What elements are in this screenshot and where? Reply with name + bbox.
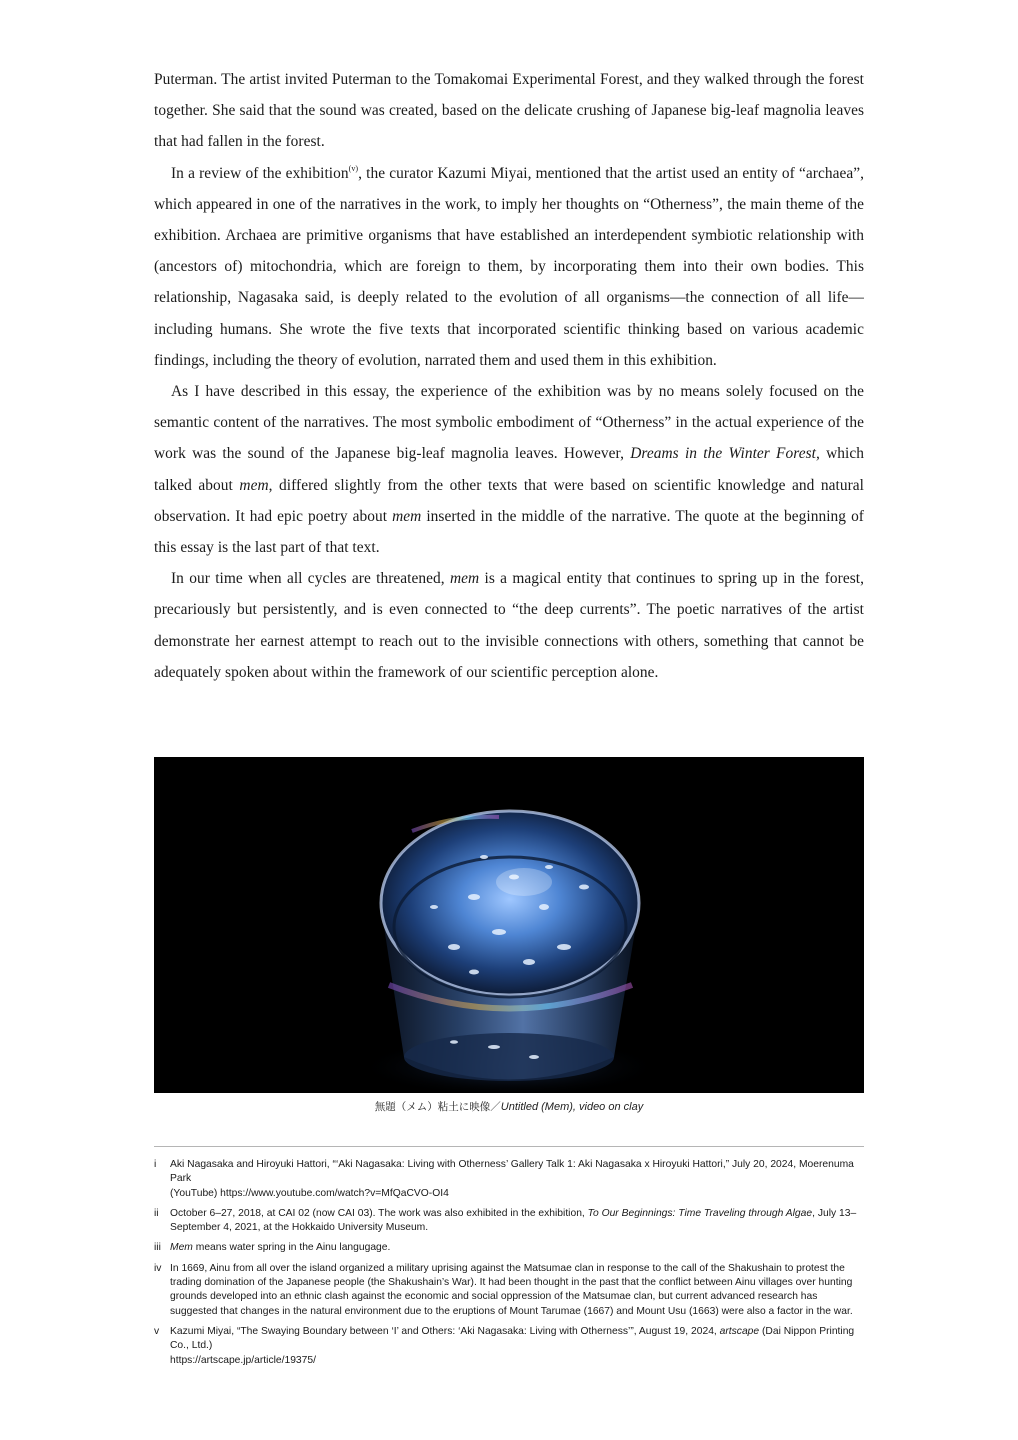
footnote-i: i Aki Nagasaka and Hiroyuki Hattori, “‘Aki Nagasaka: Living with Otherness’ Gallery Talk 1: Aki Nagasaka x Hiroyuki Hattori,” July 20, 2024, Moerenuma Park (YouTube) https://www.youtube.com/watch?v=MfQaCVO-OI4 <box>154 1158 864 1201</box>
paragraph-1: Puterman. The artist invited Puterman to the Tomakomai Experimental Forest, and they walked through the forest together. She said that the sound was created, based on the delicate crushing of Japanese big-leaf magnolia leaves that had fallen in the forest. <box>154 71 864 151</box>
youtube-link[interactable]: (YouTube) https://www.youtube.com/watch?v=MfQaCVO-OI4 <box>170 1187 449 1199</box>
mem-term: mem <box>449 570 480 588</box>
paragraph-4: In our time when all cycles are threatened, mem is a magical entity that continues to spring up in the forest, precariously but persistently, and is even connected to “the deep currents”. The poetic narratives of the artist demonstrate her earnest attempt to reach out to the invisible connections with others, something that cannot be adequately spoken about within the framework of our scientific perception alone. <box>154 570 864 681</box>
footnote-v: v Kazumi Miyai, “The Swaying Boundary between ‘I’ and Others: ‘Aki Nagasaka: Living with Otherness’”, August 19, 2024, artscape (Dai Nippon Printing Co., Ltd.) https://artscape.jp/article/19375/ <box>154 1325 864 1368</box>
mem-term: mem <box>239 476 269 494</box>
clay-bowl-image <box>154 757 864 1093</box>
footnotes <box>154 1158 864 1374</box>
essay-body <box>154 64 864 688</box>
figure-caption: 無題（メム）粘土に映像／Untitled (Mem), video on clay <box>374 1101 644 1113</box>
footnote-iv: iv In 1669, Ainu from all over the island organized a military uprising against the Matsumae clan in response to the call of the Shakushain to protest the trading domination of the Japanese people (the Shakushain’s War). It had been thought in the past that the conflict between Ainu villages over hunting grounds developed into an ethnic clash against the economic and social oppression of the Matsumae clan, but current advanced research has suggested that changes in the natural environment due to the eruptions of Mount Tarumae (1667) and Mount Usu (1663) were also a factor in the war. <box>154 1262 853 1317</box>
work-title: Dreams in the Winter Forest, <box>630 445 820 463</box>
artwork-photo <box>154 757 864 1093</box>
footnote-ref-v[interactable]: (v) <box>348 163 359 173</box>
mem-term: mem <box>392 507 422 525</box>
artscape-link[interactable]: https://artscape.jp/article/19375/ <box>170 1354 316 1366</box>
paragraph-2: In a review of the exhibition$^{(v)}$, the curator Kazumi Miyai, mentioned that the artist used an entity of “archaea”, which appeared in one of the narratives in the work, to imply her thoughts on “Otherness”, the main theme of the exhibition. Archaea are primitive organisms that have established an interdependent symbiotic relationship with (ancestors of) mitochondria, which are foreign to them, by incorporating them into their own bodies. This relationship, Nagasaka said, is deeply related to the evolution of all organisms—the connection of all life—including humans. She wrote the five texts that incorporated scientific thinking based on various academic findings, including the theory of evolution, narrated them and used them in this exhibition. <box>154 163 864 369</box>
footnote-ii: ii October 6–27, 2018, at CAI 02 (now CAI 03). The work was also exhibited in the exhibition, To Our Beginnings: Time Traveling through Algae, July 13–September 4, 2021, at the Hokkaido University Museum. <box>154 1207 857 1234</box>
paragraph-3: As I have described in this essay, the experience of the exhibition was by no means solely focused on the semantic content of the narratives. The most symbolic embodiment of “Otherness” in the actual experience of the work was the sound of the Japanese big-leaf magnolia leaves. However, Dreams in the Winter Forest, which talked about mem, differed slightly from the other texts that were based on scientific knowledge and natural observation. It had epic poetry about mem inserted in the middle of the narrative. The quote at the beginning of this essay is the last part of that text. <box>154 383 864 557</box>
footnote-iii: iii Mem means water spring in the Ainu langugage. <box>154 1242 391 1254</box>
footnotes-divider <box>154 1146 864 1147</box>
